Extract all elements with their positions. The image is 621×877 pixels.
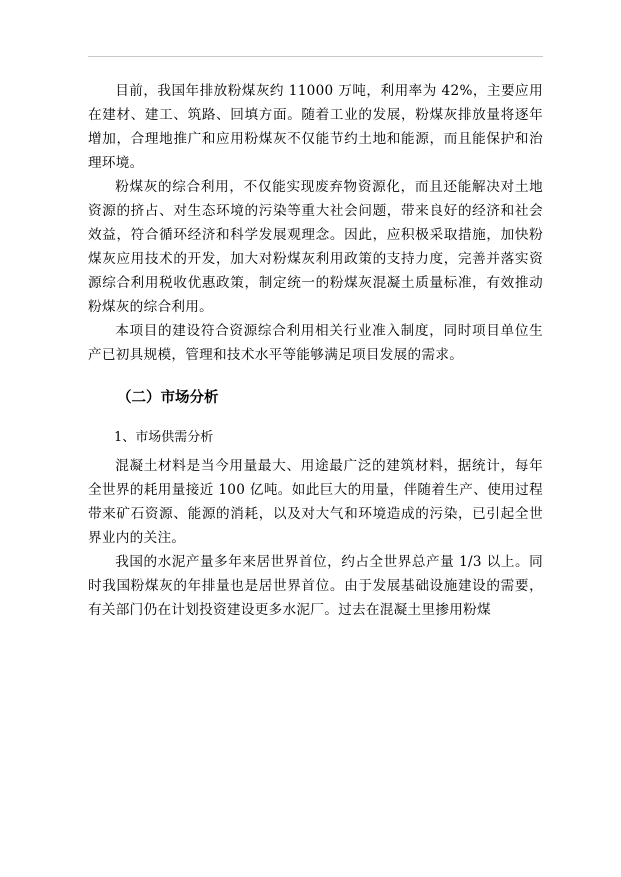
paragraph-concrete-materials: 混凝土材料是当今用量最大、用途最广泛的建筑材料，据统计，每年全世界的耗用量接近 100 亿吨。如此巨大的用量，伴随着生产、使用过程带来矿石资源、能源的消耗，以及对大气和环境造成的污染，已引起全世界业内的关注。 xyxy=(88,458,543,546)
document-body xyxy=(88,79,543,622)
subsection-heading-supply-demand: 1、市场供需分析 xyxy=(114,430,214,445)
paragraph-fly-ash-emission: 目前，我国年排放粉煤灰约 11000 万吨，利用率为 42%，主要应用在建材、建工、筑路、回填方面。随着工业的发展，粉煤灰排放量将逐年增加，合理地推广和应用粉煤灰不仅能节约土地和能源，而且能保护和治理环境。 xyxy=(88,83,543,171)
header-rule xyxy=(88,56,543,57)
paragraph-project-compliance: 本项目的建设符合资源综合利用相关行业准入制度，同时项目单位生产已初具规模，管理和技术水平等能够满足项目发展的需求。 xyxy=(88,323,543,363)
paragraph-cement-production: 我国的水泥产量多年来居世界首位，约占全世界总产量 1/3 以上。同时我国粉煤灰的年排量也是居世界首位。由于发展基础设施建设的需要，有关部门仍在计划投资建设更多水泥厂。过去在混凝土里掺用粉煤 xyxy=(88,554,543,618)
section-heading-market-analysis: （二）市场分析 xyxy=(117,390,219,406)
paragraph-comprehensive-use: 粉煤灰的综合利用，不仅能实现废弃物资源化，而且还能解决对土地资源的挤占、对生态环境的污染等重大社会问题，带来良好的经济和社会效益，符合循环经济和科学发展观理念。因此，应积极采取措施，加快粉煤灰应用技术的开发，加大对粉煤灰利用政策的支持力度，完善并落实资源综合利用税收优惠政策，制定统一的粉煤灰混凝土质量标准，有效推动粉煤灰的综合利用。 xyxy=(88,179,543,315)
